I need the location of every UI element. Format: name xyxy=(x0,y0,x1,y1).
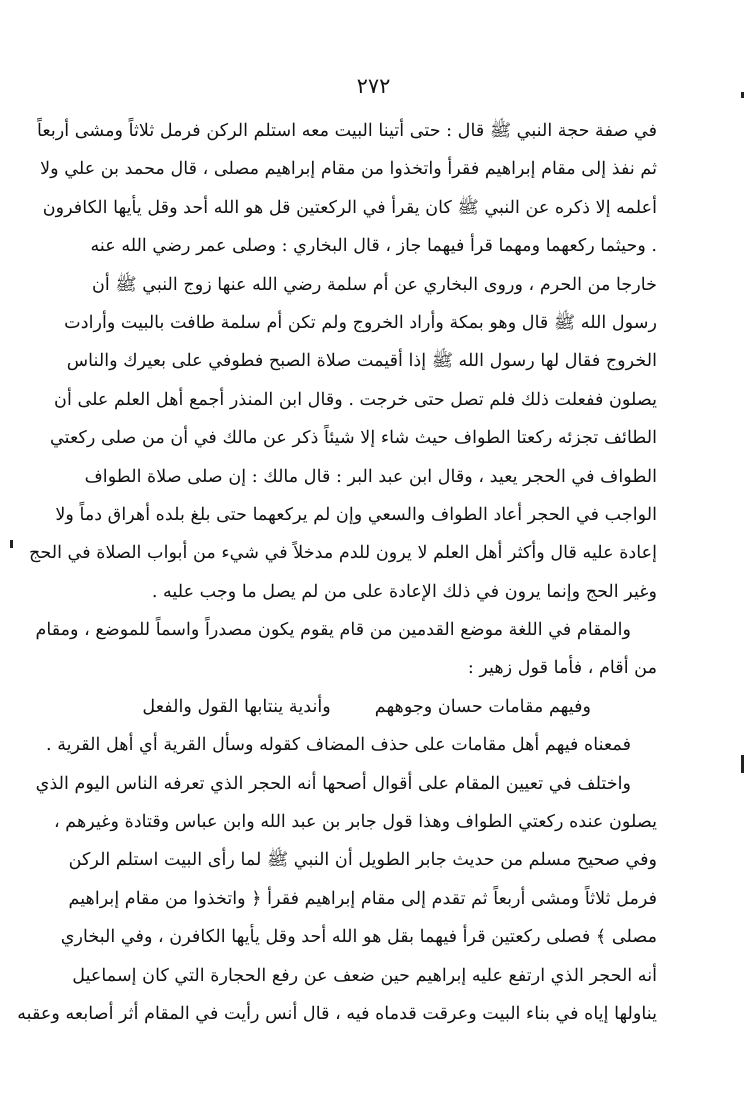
text-body xyxy=(17,112,657,1033)
margin-mark xyxy=(741,92,744,98)
text-line: مصلى ﴾ فصلى ركعتين قرأ فيهما بقل هو الله أحد وقل يأيها الكافرن ، وفي البخاري xyxy=(60,927,657,948)
text-line: وفي صحيح مسلم من حديث جابر الطويل أن النبي ﷺ لما رأى البيت استلم الركن xyxy=(68,850,657,871)
verse-hemistich-1: وفيهم مقامات حسان وجوههم xyxy=(374,696,591,717)
margin-mark xyxy=(741,755,744,773)
text-line: يصلون عنده ركعتي الطواف وهذا قول جابر بن عبد الله وابن عباس وقتادة وغيرهم ، xyxy=(54,812,657,833)
text-line: من أقام ، فأما قول زهير : xyxy=(467,658,657,679)
text-line: والمقام في اللغة موضع القدمين من قام يقوم يكون مصدراً واسماً للموضع ، ومقام xyxy=(35,620,631,641)
text-line: رسول الله ﷺ قال وهو بمكة وأراد الخروج ولم تكن أم سلمة طافت بالبيت وأرادت xyxy=(64,312,657,333)
text-line: يصلون ففعلت ذلك فلم تصل حتى خرجت . وقال ابن المنذر أجمع أهل العلم على أن xyxy=(54,389,657,410)
text-line: . وحيثما ركعهما ومهما قرأ فيهما جاز ، قال البخاري : وصلى عمر رضي الله عنه xyxy=(90,236,657,257)
verse-hemistich-2: وأندية ينتابها القول والفعل xyxy=(142,696,331,717)
text-line: الطائف تجزئه ركعتا الطواف حيث شاء إلا شيئاً ذكر عن مالك في أن من صلى ركعتي xyxy=(50,428,657,449)
text-line: واختلف في تعيين المقام على أقوال أصحها أنه الحجر الذي تعرفه الناس اليوم الذي xyxy=(35,773,631,794)
margin-mark xyxy=(10,540,13,548)
text-line: فمعناه فيهم أهل مقامات على حذف المضاف كقوله وسأل القرية أي أهل القرية . xyxy=(46,735,631,756)
verse-line xyxy=(95,688,657,726)
text-line: أنه الحجر الذي ارتفع عليه إبراهيم حين ضعف عن رفع الحجارة التي كان إسماعيل xyxy=(72,965,657,986)
text-line: الطواف في الحجر يعيد ، وقال ابن عبد البر : قال مالك : إن صلى صلاة الطواف xyxy=(84,466,657,487)
text-line: في صفة حجة النبي ﷺ قال : حتى أتينا البيت معه استلم الركن فرمل ثلاثاً ومشى أربعاً xyxy=(37,121,657,141)
text-line: إعادة عليه قال وأكثر أهل العلم لا يرون للدم مدخلاً في شيء من أبواب الصلاة في الحج xyxy=(29,543,657,564)
page-number: ٢٧٢ xyxy=(356,74,391,98)
text-line: يناولها إياه في بناء البيت وعرقت قدماه فيه ، قال أنس رأيت في المقام أثر أصابعه وعقبه xyxy=(17,1003,657,1024)
text-line: خارجا من الحرم ، وروى البخاري عن أم سلمة رضي الله عنها زوج النبي ﷺ أن xyxy=(91,274,657,295)
text-line: أعلمه إلا ذكره عن النبي ﷺ كان يقرأ في الركعتين قل هو الله أحد وقل يأيها الكافرون xyxy=(42,197,657,218)
text-line: الخروج فقال لها رسول الله ﷺ إذا أقيمت صلاة الصبح فطوفي على بعيرك والناس xyxy=(66,351,657,372)
text-line: الواجب في الحجر أعاد الطواف والسعي وإن لم يركعهما حتى بلغ بلده أهراق دماً ولا xyxy=(55,504,657,525)
text-line: ثم نفذ إلى مقام إبراهيم فقرأ واتخذوا من مقام إبراهيم مصلى ، قال محمد بن علي ولا xyxy=(40,159,657,180)
text-line: وغير الحج وإنما يرون في ذلك الإعادة على من لم يصل ما وجب عليه . xyxy=(151,581,657,602)
text-line: فرمل ثلاثاً ومشى أربعاً ثم تقدم إلى مقام إبراهيم فقرأ ﴿ واتخذوا من مقام إبراهيم xyxy=(68,888,657,909)
